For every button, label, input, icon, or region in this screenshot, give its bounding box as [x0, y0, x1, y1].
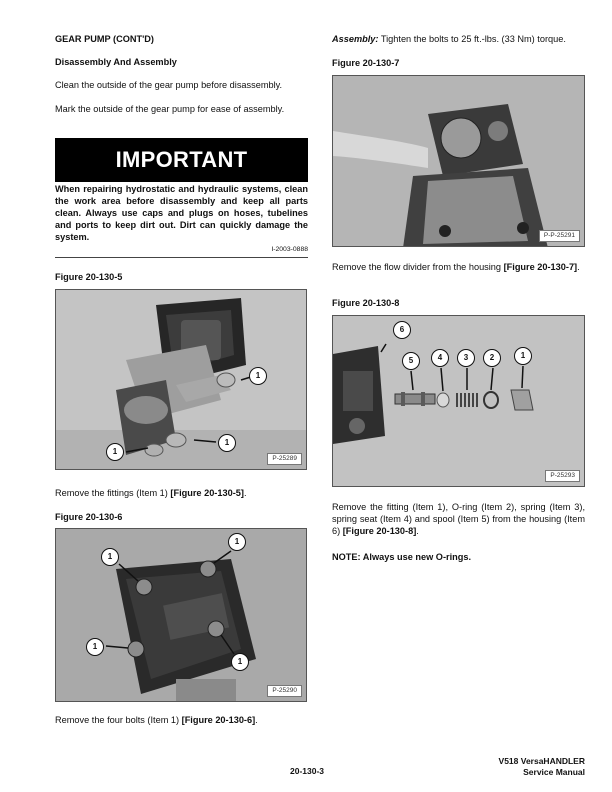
callout-1: 1 — [86, 638, 104, 656]
important-text: When repairing hydrostatic and hydraulic systems, clean the work area before disassembly and keep all parts clean. Always use caps and plugs on hoses, tubelines and ports to keep dirt out. Dirt can quickly damage the system. — [55, 184, 308, 242]
callout-1: 1 — [249, 367, 267, 385]
note: NOTE: Always use new O-rings. — [332, 552, 472, 562]
callout-1: 1 — [101, 548, 119, 566]
figure-5-label: Figure 20-130-5 — [55, 272, 123, 282]
figure-7-code: P-P-25291 — [539, 230, 580, 242]
divider — [55, 257, 308, 258]
assembly-instruction: Assembly: Tighten the bolts to 25 ft.-lbs. (33 Nm) torque. — [332, 34, 566, 44]
figure-6-caption: Remove the four bolts (Item 1) [Figure 20-130-6]. — [55, 715, 258, 725]
page-number: 20-130-3 — [290, 766, 325, 776]
callout-6: 6 — [393, 321, 411, 339]
paragraph-mark: Mark the outside of the gear pump for ease of assembly. — [55, 104, 285, 114]
paragraph-clean: Clean the outside of the gear pump before disassembly. — [55, 80, 283, 90]
figure-6-label: Figure 20-130-6 — [55, 512, 123, 522]
section-header: GEAR PUMP (CONT'D) — [55, 34, 154, 44]
callout-2: 2 — [483, 349, 501, 367]
important-banner: IMPORTANT — [55, 138, 308, 182]
callout-1: 1 — [228, 533, 246, 551]
callout-1: 1 — [218, 434, 236, 452]
callout-5: 5 — [402, 352, 420, 370]
figure-8-photo — [332, 315, 585, 487]
figure-5-caption: Remove the fittings (Item 1) [Figure 20-130-5]. — [55, 488, 247, 498]
figure-6-code: P-25290 — [267, 685, 302, 697]
footer-manual: Service Manual — [523, 767, 585, 777]
figure-8-code: P-25293 — [545, 470, 580, 482]
important-code: I-2003-0888 — [271, 246, 308, 253]
callout-1: 1 — [514, 347, 532, 365]
gear-pump-bolts-image — [56, 529, 307, 702]
figure-7-photo — [332, 75, 585, 247]
flow-divider-image — [333, 76, 585, 247]
flow-divider-parts-image — [333, 316, 585, 487]
figure-7-label: Figure 20-130-7 — [332, 58, 400, 68]
gear-pump-fittings-image — [56, 290, 307, 470]
figure-5-code: P-25289 — [267, 453, 302, 465]
callout-3: 3 — [457, 349, 475, 367]
callout-1: 1 — [231, 653, 249, 671]
figure-5-photo — [55, 289, 307, 470]
callout-1: 1 — [106, 443, 124, 461]
figure-7-caption: Remove the flow divider from the housing [Figure 20-130-7]. — [332, 262, 580, 272]
footer-model: V518 VersaHANDLER — [498, 756, 585, 766]
figure-6-photo — [55, 528, 307, 702]
figure-8-caption: Remove the fitting (Item 1), O-ring (Item 2), spring (Item 3), spring seat (Item 4) and spool (Item 5) from the housing (Item 6) [Figure 20-130-8]. — [332, 502, 585, 536]
subheading: Disassembly And Assembly — [55, 57, 177, 67]
callout-4: 4 — [431, 349, 449, 367]
figure-8-label: Figure 20-130-8 — [332, 298, 400, 308]
